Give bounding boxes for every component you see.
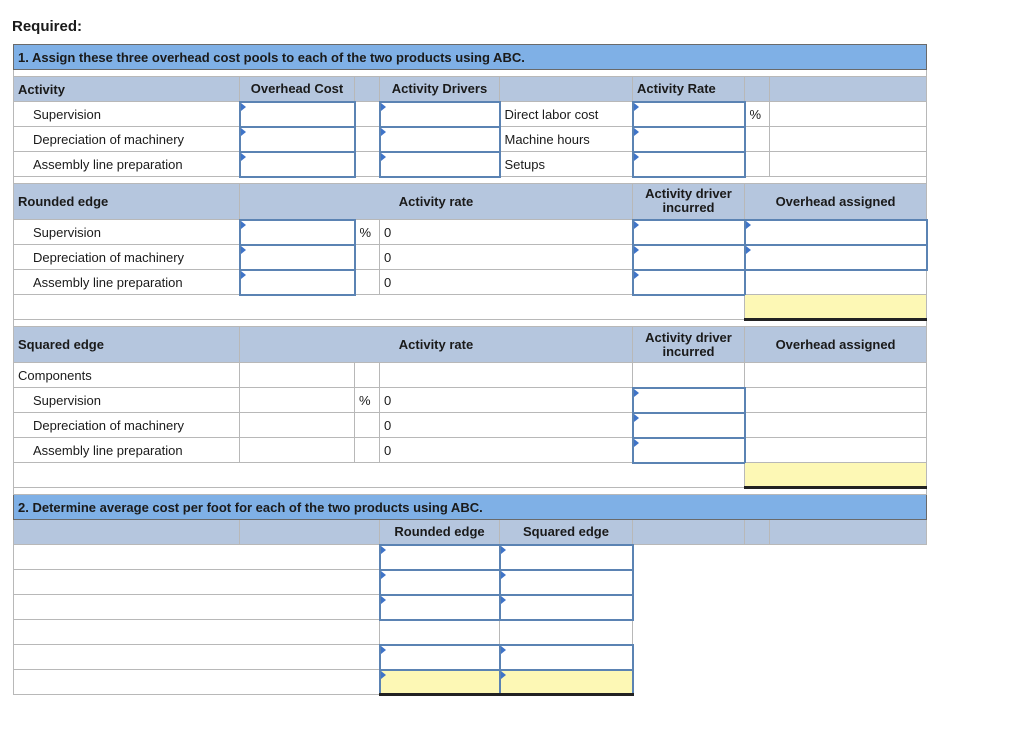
- header-overhead-assigned: Overhead assigned: [745, 184, 927, 220]
- overhead-cost-input[interactable]: [240, 102, 355, 127]
- driver-incurred-input[interactable]: [633, 388, 745, 413]
- zero-value: 0: [380, 438, 633, 463]
- rounded-edge-input[interactable]: [380, 645, 500, 670]
- header-activity-drivers: Activity Drivers: [380, 77, 500, 102]
- squared-edge-cost-per-foot-input[interactable]: [500, 670, 633, 695]
- header-overhead-assigned: Overhead assigned: [745, 327, 927, 363]
- header-activity-rate: Activity rate: [240, 327, 633, 363]
- squared-edge-input[interactable]: [500, 545, 633, 570]
- total-overhead-squared: [745, 463, 927, 488]
- driver-label: Direct labor cost: [500, 102, 633, 127]
- table-row: [14, 645, 927, 670]
- overhead-assigned-input[interactable]: [745, 245, 927, 270]
- driver-incurred-input[interactable]: [633, 220, 745, 245]
- activity-label: Assembly line preparation: [14, 152, 240, 177]
- driver-incurred-input[interactable]: [633, 438, 745, 463]
- overhead-cost-input[interactable]: [240, 127, 355, 152]
- squared-edge-input[interactable]: [500, 570, 633, 595]
- table-row: [14, 152, 927, 177]
- total-row: [14, 295, 927, 320]
- squared-edge-input[interactable]: [500, 595, 633, 620]
- zero-value: 0: [380, 245, 633, 270]
- table-row: [14, 570, 927, 595]
- part2-title: 2. Determine average cost per foot for each of the two products using ABC.: [14, 495, 927, 520]
- table-row: [14, 438, 927, 463]
- table-row: [14, 388, 927, 413]
- activity-rate-input[interactable]: [240, 220, 355, 245]
- activity-label: Supervision: [14, 388, 240, 413]
- header-squared-edge: Squared edge: [500, 520, 633, 545]
- activity-driver-input[interactable]: [380, 102, 500, 127]
- table-row: [14, 620, 927, 645]
- activity-rate-input[interactable]: [240, 270, 355, 295]
- driver-incurred-input[interactable]: [633, 245, 745, 270]
- header-driver-incurred: Activity driver incurred: [633, 327, 745, 363]
- rounded-edge-cost-per-foot-input[interactable]: [380, 670, 500, 695]
- driver-incurred-input[interactable]: [633, 270, 745, 295]
- header-activity-rate: Activity Rate: [633, 77, 745, 102]
- unit-label: [355, 245, 380, 270]
- table-row: [14, 102, 927, 127]
- activity-rate-input[interactable]: [240, 245, 355, 270]
- activity-driver-input[interactable]: [380, 127, 500, 152]
- components-label: Components: [14, 363, 240, 388]
- unit-label: %: [745, 102, 770, 127]
- unit-label: %: [355, 388, 380, 413]
- activity-label: Supervision: [14, 102, 240, 127]
- table-row: [14, 245, 927, 270]
- unit-label: [745, 127, 770, 152]
- total-row: [14, 670, 927, 695]
- overhead-cost-input[interactable]: [240, 152, 355, 177]
- zero-value: 0: [380, 388, 633, 413]
- driver-label: Setups: [500, 152, 633, 177]
- table-row: [14, 413, 927, 438]
- unit-label: [355, 413, 380, 438]
- unit-label: [355, 438, 380, 463]
- activity-label: Depreciation of machinery: [14, 127, 240, 152]
- rounded-edge-input[interactable]: [380, 595, 500, 620]
- unit-label: [745, 152, 770, 177]
- unit-label: [355, 270, 380, 295]
- activity-driver-input[interactable]: [380, 152, 500, 177]
- activity-label: Depreciation of machinery: [14, 245, 240, 270]
- header-rounded-edge: Rounded edge: [380, 520, 500, 545]
- header-activity: Activity: [14, 77, 240, 102]
- driver-label: Machine hours: [500, 127, 633, 152]
- zero-value: 0: [380, 270, 633, 295]
- table-row: [14, 545, 927, 570]
- total-row: [14, 463, 927, 488]
- zero-value: 0: [380, 220, 633, 245]
- required-label: Required:: [12, 18, 83, 35]
- header-activity-rate: Activity rate: [240, 184, 633, 220]
- header-rounded-edge: Rounded edge: [14, 184, 240, 220]
- activity-rate-input[interactable]: [633, 127, 745, 152]
- squared-edge-input[interactable]: [500, 645, 633, 670]
- total-overhead-rounded: [745, 295, 927, 320]
- activity-label: Supervision: [14, 220, 240, 245]
- header-overhead-cost: Overhead Cost: [240, 77, 355, 102]
- table-row: [14, 270, 927, 295]
- header-squared-edge: Squared edge: [14, 327, 240, 363]
- activity-label: Assembly line preparation: [14, 438, 240, 463]
- table-row: [14, 595, 927, 620]
- part1-title: 1. Assign these three overhead cost pools to each of the two products using ABC.: [14, 45, 927, 70]
- rounded-edge-input[interactable]: [380, 545, 500, 570]
- table-row: [14, 220, 927, 245]
- activity-label: Assembly line preparation: [14, 270, 240, 295]
- rounded-edge-input[interactable]: [380, 570, 500, 595]
- zero-value: 0: [380, 413, 633, 438]
- activity-label: Depreciation of machinery: [14, 413, 240, 438]
- table-row: [14, 127, 927, 152]
- driver-incurred-input[interactable]: [633, 413, 745, 438]
- activity-rate-input[interactable]: [633, 102, 745, 127]
- header-driver-incurred: Activity driver incurred: [633, 184, 745, 220]
- abc-worksheet: [13, 44, 928, 696]
- activity-rate-input[interactable]: [633, 152, 745, 177]
- unit-label: %: [355, 220, 380, 245]
- overhead-assigned-input[interactable]: [745, 220, 927, 245]
